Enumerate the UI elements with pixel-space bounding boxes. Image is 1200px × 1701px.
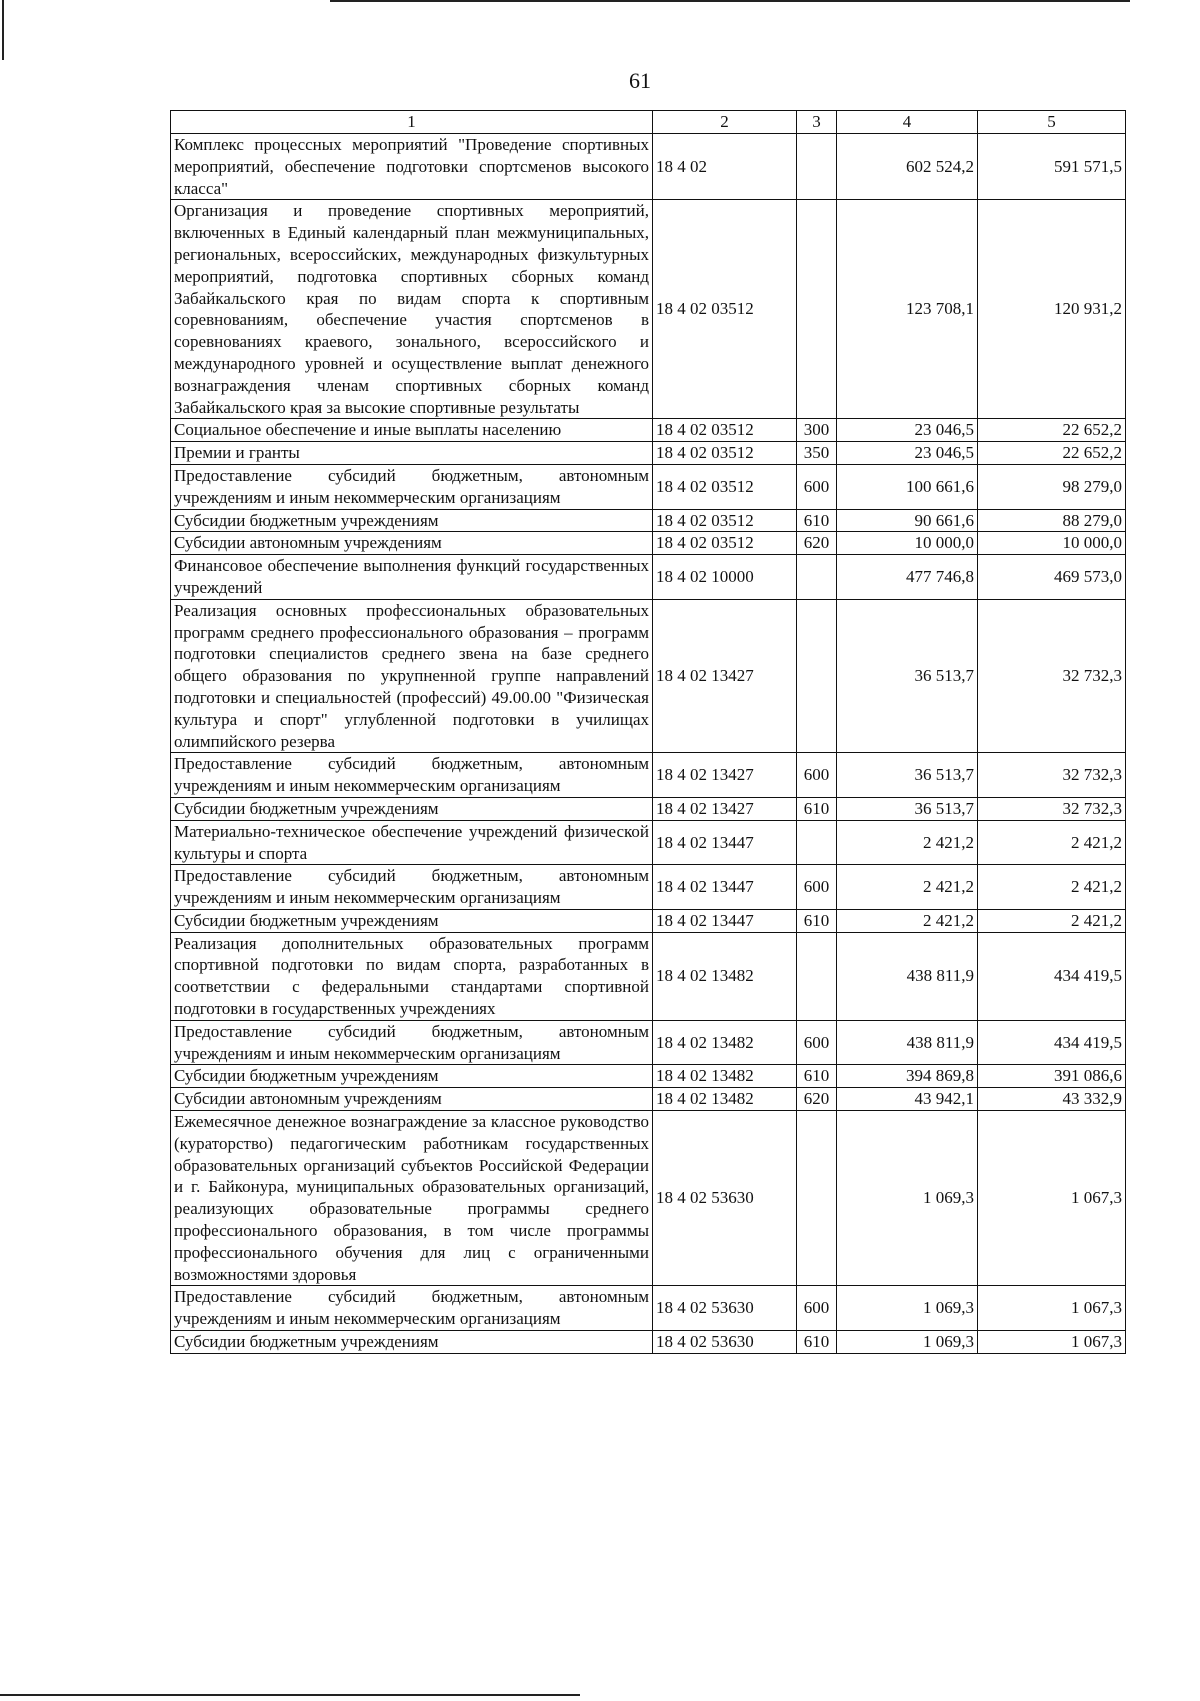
table-row (171, 464, 1126, 509)
page-number: 61 (629, 68, 651, 93)
scan-edge-top (330, 0, 1130, 2)
table-row (171, 1020, 1126, 1065)
expense-type: 610 (797, 509, 837, 532)
target-code: 18 4 02 13447 (653, 909, 797, 932)
item-name: Финансовое обеспечение выполнения функций государственных учреждений (171, 555, 653, 600)
amount-year-1: 23 046,5 (837, 419, 978, 442)
amount-year-2: 22 652,2 (978, 419, 1126, 442)
table-row (171, 753, 1126, 798)
target-code: 18 4 02 13447 (653, 820, 797, 865)
table-row (171, 555, 1126, 600)
amount-year-1: 2 421,2 (837, 820, 978, 865)
expense-type: 600 (797, 1020, 837, 1065)
amount-year-1: 438 811,9 (837, 1020, 978, 1065)
amount-year-2: 391 086,6 (978, 1065, 1126, 1088)
expense-type (797, 200, 837, 419)
amount-year-2: 88 279,0 (978, 509, 1126, 532)
item-name: Субсидии бюджетным учреждениям (171, 909, 653, 932)
amount-year-1: 123 708,1 (837, 200, 978, 419)
expense-type (797, 1111, 837, 1286)
target-code: 18 4 02 03512 (653, 509, 797, 532)
table-row (171, 1331, 1126, 1354)
amount-year-2: 1 067,3 (978, 1286, 1126, 1331)
expense-type: 610 (797, 909, 837, 932)
amount-year-1: 2 421,2 (837, 909, 978, 932)
item-name: Реализация дополнительных образовательных программ спортивной подготовки по видам спорта, разработанных в соответствии с федеральными стандартами спортивной подготовки в государственных учреждениях (171, 932, 653, 1020)
amount-year-2: 32 732,3 (978, 797, 1126, 820)
amount-year-2: 22 652,2 (978, 442, 1126, 465)
target-code: 18 4 02 13427 (653, 797, 797, 820)
table-body (171, 111, 1126, 1354)
amount-year-2: 2 421,2 (978, 909, 1126, 932)
item-name: Организация и проведение спортивных мероприятий, включенных в Единый календарный план межмуниципальных, региональных, всероссийских, международных физкультурных мероприятий, подготовка спортивных сборных команд Забайкальского края по видам спорта к спортивным соревнованиям, обеспечение участия спортсменов в соревнованиях краевого, зонального, всероссийского и международного уровней и осуществление выплат денежного вознаграждения членам спортивных сборных команд Забайкальского края за высокие спортивные результаты (171, 200, 653, 419)
header-row (171, 111, 1126, 134)
expense-type: 610 (797, 1065, 837, 1088)
target-code: 18 4 02 13427 (653, 753, 797, 798)
amount-year-1: 1 069,3 (837, 1286, 978, 1331)
expense-type: 620 (797, 1088, 837, 1111)
item-name: Субсидии бюджетным учреждениям (171, 1065, 653, 1088)
table-row (171, 200, 1126, 419)
amount-year-1: 1 069,3 (837, 1331, 978, 1354)
expense-type: 600 (797, 1286, 837, 1331)
expense-type: 350 (797, 442, 837, 465)
expense-type: 300 (797, 419, 837, 442)
amount-year-2: 1 067,3 (978, 1111, 1126, 1286)
expense-type: 600 (797, 865, 837, 910)
expense-type (797, 932, 837, 1020)
item-name: Предоставление субсидий бюджетным, автономным учреждениям и иным некоммерческим организациям (171, 1020, 653, 1065)
amount-year-1: 36 513,7 (837, 599, 978, 753)
amount-year-1: 2 421,2 (837, 865, 978, 910)
target-code: 18 4 02 13482 (653, 1088, 797, 1111)
amount-year-1: 90 661,6 (837, 509, 978, 532)
target-code: 18 4 02 03512 (653, 200, 797, 419)
item-name: Реализация основных профессиональных образовательных программ среднего профессионального образования – программ подготовки специалистов среднего звена на базе среднего общего образования по укрупненной группе направлений подготовки и специальностей (профессий) 49.00.00 "Физическая культура и спорт" углубленной подготовки в училищах олимпийского резерва (171, 599, 653, 753)
table-row (171, 797, 1126, 820)
amount-year-2: 120 931,2 (978, 200, 1126, 419)
scan-edge-bottom (0, 1694, 580, 1696)
amount-year-1: 1 069,3 (837, 1111, 978, 1286)
column-header: 1 (171, 111, 653, 134)
item-name: Предоставление субсидий бюджетным, автономным учреждениям и иным некоммерческим организациям (171, 865, 653, 910)
target-code: 18 4 02 03512 (653, 532, 797, 555)
amount-year-2: 98 279,0 (978, 464, 1126, 509)
target-code: 18 4 02 (653, 134, 797, 200)
table-row (171, 599, 1126, 753)
item-name: Премии и гранты (171, 442, 653, 465)
column-header: 3 (797, 111, 837, 134)
amount-year-2: 2 421,2 (978, 820, 1126, 865)
item-name: Материально-техническое обеспечение учреждений физической культуры и спорта (171, 820, 653, 865)
amount-year-2: 10 000,0 (978, 532, 1126, 555)
item-name: Ежемесячное денежное вознаграждение за классное руководство (кураторство) педагогическим работникам государственных образовательных организаций субъектов Российской Федерации и г. Байконура, муниципальных образовательных организаций, реализующих образовательные программы среднего профессионального образования, в том числе программы профессионального обучения для лиц с ограниченными возможностями здоровья (171, 1111, 653, 1286)
table-row (171, 442, 1126, 465)
expense-type: 600 (797, 753, 837, 798)
table-row (171, 1286, 1126, 1331)
item-name: Субсидии автономным учреждениям (171, 532, 653, 555)
item-name: Комплекс процессных мероприятий "Проведение спортивных мероприятий, обеспечение подготовки спортсменов высокого класса" (171, 134, 653, 200)
target-code: 18 4 02 03512 (653, 442, 797, 465)
target-code: 18 4 02 03512 (653, 464, 797, 509)
table-row (171, 1065, 1126, 1088)
target-code: 18 4 02 13482 (653, 1065, 797, 1088)
target-code: 18 4 02 03512 (653, 419, 797, 442)
scan-edge-left (2, 0, 4, 60)
column-header: 5 (978, 111, 1126, 134)
amount-year-2: 43 332,9 (978, 1088, 1126, 1111)
target-code: 18 4 02 13447 (653, 865, 797, 910)
item-name: Предоставление субсидий бюджетным, автономным учреждениям и иным некоммерческим организациям (171, 753, 653, 798)
item-name: Субсидии бюджетным учреждениям (171, 509, 653, 532)
amount-year-1: 23 046,5 (837, 442, 978, 465)
amount-year-1: 394 869,8 (837, 1065, 978, 1088)
amount-year-1: 36 513,7 (837, 753, 978, 798)
table-row (171, 932, 1126, 1020)
amount-year-1: 10 000,0 (837, 532, 978, 555)
amount-year-2: 32 732,3 (978, 753, 1126, 798)
target-code: 18 4 02 53630 (653, 1331, 797, 1354)
table-row (171, 532, 1126, 555)
column-header: 2 (653, 111, 797, 134)
item-name: Субсидии автономным учреждениям (171, 1088, 653, 1111)
table-row (171, 1111, 1126, 1286)
target-code: 18 4 02 53630 (653, 1286, 797, 1331)
expense-type: 610 (797, 1331, 837, 1354)
expense-type (797, 555, 837, 600)
table-row (171, 865, 1126, 910)
amount-year-2: 434 419,5 (978, 1020, 1126, 1065)
amount-year-1: 43 942,1 (837, 1088, 978, 1111)
item-name: Предоставление субсидий бюджетным, автономным учреждениям и иным некоммерческим организациям (171, 464, 653, 509)
target-code: 18 4 02 53630 (653, 1111, 797, 1286)
target-code: 18 4 02 13427 (653, 599, 797, 753)
budget-table (170, 110, 1126, 1354)
amount-year-2: 469 573,0 (978, 555, 1126, 600)
expense-type (797, 820, 837, 865)
item-name: Субсидии бюджетным учреждениям (171, 1331, 653, 1354)
table-row (171, 820, 1126, 865)
amount-year-1: 438 811,9 (837, 932, 978, 1020)
expense-type (797, 134, 837, 200)
amount-year-2: 2 421,2 (978, 865, 1126, 910)
amount-year-1: 477 746,8 (837, 555, 978, 600)
column-header: 4 (837, 111, 978, 134)
amount-year-1: 602 524,2 (837, 134, 978, 200)
target-code: 18 4 02 10000 (653, 555, 797, 600)
item-name: Социальное обеспечение и иные выплаты населению (171, 419, 653, 442)
amount-year-2: 434 419,5 (978, 932, 1126, 1020)
item-name: Субсидии бюджетным учреждениям (171, 797, 653, 820)
amount-year-2: 591 571,5 (978, 134, 1126, 200)
expense-type (797, 599, 837, 753)
table-row (171, 419, 1126, 442)
amount-year-1: 100 661,6 (837, 464, 978, 509)
table-row (171, 134, 1126, 200)
expense-type: 600 (797, 464, 837, 509)
amount-year-2: 1 067,3 (978, 1331, 1126, 1354)
target-code: 18 4 02 13482 (653, 1020, 797, 1065)
item-name: Предоставление субсидий бюджетным, автономным учреждениям и иным некоммерческим организациям (171, 1286, 653, 1331)
amount-year-1: 36 513,7 (837, 797, 978, 820)
table-row (171, 509, 1126, 532)
table-row (171, 1088, 1126, 1111)
expense-type: 620 (797, 532, 837, 555)
amount-year-2: 32 732,3 (978, 599, 1126, 753)
target-code: 18 4 02 13482 (653, 932, 797, 1020)
expense-type: 610 (797, 797, 837, 820)
table-row (171, 909, 1126, 932)
